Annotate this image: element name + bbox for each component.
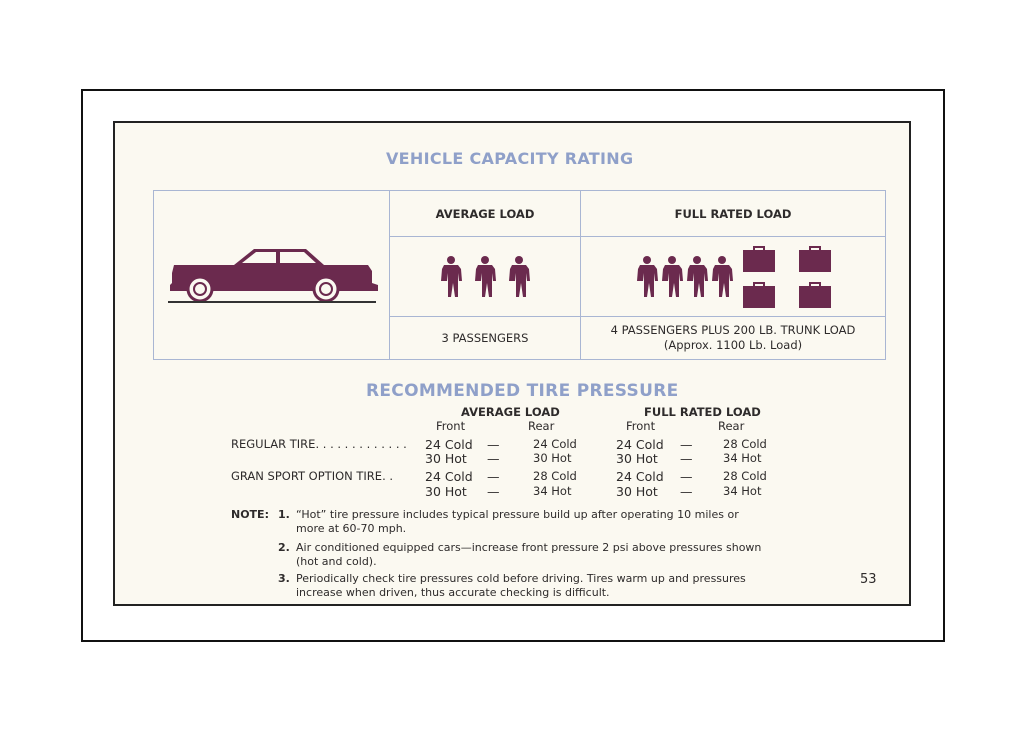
value: 30 Hot: [425, 484, 467, 499]
capacity-title: VEHICLE CAPACITY RATING: [386, 149, 634, 168]
passenger-icon: [474, 255, 496, 299]
full-load-label: 4 PASSENGERS PLUS 200 LB. TRUNK LOAD: [610, 323, 856, 337]
value: 24 Cold: [425, 469, 473, 484]
note-text: “Hot” tire pressure includes typical pressure build up after operating 10 miles or: [296, 508, 739, 521]
col-rear: Rear: [528, 419, 555, 433]
row-label: GRAN SPORT OPTION TIRE. .: [231, 469, 394, 483]
passenger-icon: [661, 255, 683, 299]
value: 24 Cold: [616, 469, 664, 484]
note-text: Periodically check tire pressures cold before driving. Tires warm up and pressures: [296, 572, 746, 585]
value: 30 Hot: [616, 451, 658, 466]
note-text: increase when driven, thus accurate checking is difficult.: [296, 586, 610, 599]
dash: —: [680, 484, 693, 499]
value: 34 Hot: [723, 484, 762, 498]
full-load-label-cell: [580, 316, 886, 360]
passenger-icon: [508, 255, 530, 299]
col-rear: Rear: [718, 419, 745, 433]
suitcase-icon: [799, 282, 831, 308]
note-number: 1.: [278, 508, 290, 521]
dash: —: [680, 451, 693, 466]
dash: —: [487, 469, 500, 484]
value: 30 Hot: [616, 484, 658, 499]
dash: —: [680, 437, 693, 452]
passenger-icon: [440, 255, 462, 299]
note-number: 2.: [278, 541, 290, 554]
col-front: Front: [626, 419, 656, 433]
row-label: REGULAR TIRE. . . . . . . . . . . . .: [231, 437, 407, 451]
note-text: (hot and cold).: [296, 555, 377, 568]
full-load-icons: [580, 236, 886, 317]
car-icon: [166, 245, 378, 305]
dash: —: [487, 451, 500, 466]
col-front: Front: [436, 419, 466, 433]
value: 34 Hot: [723, 451, 762, 465]
dash: —: [680, 469, 693, 484]
car-cell: [153, 190, 390, 360]
value: 28 Cold: [723, 437, 767, 451]
tire-title: RECOMMENDED TIRE PRESSURE: [366, 381, 679, 401]
average-load-label: 3 PASSENGERS: [389, 316, 581, 360]
value: 28 Cold: [533, 469, 577, 483]
suitcase-icon: [743, 282, 775, 308]
average-load-icons: [389, 236, 581, 317]
passenger-icon: [636, 255, 658, 299]
value: 24 Cold: [425, 437, 473, 452]
header-average-load: AVERAGE LOAD: [389, 190, 581, 237]
passenger-icon: [686, 255, 708, 299]
value: 30 Hot: [533, 451, 572, 465]
tire-group-full: FULL RATED LOAD: [644, 405, 761, 419]
passenger-icon: [711, 255, 733, 299]
value: 30 Hot: [425, 451, 467, 466]
value: 34 Hot: [533, 484, 572, 498]
dash: —: [487, 437, 500, 452]
suitcase-icon: [743, 246, 775, 272]
note-number: 3.: [278, 572, 290, 585]
note-text: Air conditioned equipped cars—increase front pressure 2 psi above pressures shown: [296, 541, 762, 554]
value: 24 Cold: [616, 437, 664, 452]
value: 24 Cold: [533, 437, 577, 451]
page-number: 53: [860, 572, 877, 587]
dash: —: [487, 484, 500, 499]
note-text: more at 60-70 mph.: [296, 522, 407, 535]
tire-group-average: AVERAGE LOAD: [461, 405, 560, 419]
header-full-rated-load: FULL RATED LOAD: [580, 190, 886, 237]
note-label: NOTE:: [231, 508, 269, 521]
full-load-sublabel: (Approx. 1100 Lb. Load): [663, 338, 803, 352]
value: 28 Cold: [723, 469, 767, 483]
suitcase-icon: [799, 246, 831, 272]
